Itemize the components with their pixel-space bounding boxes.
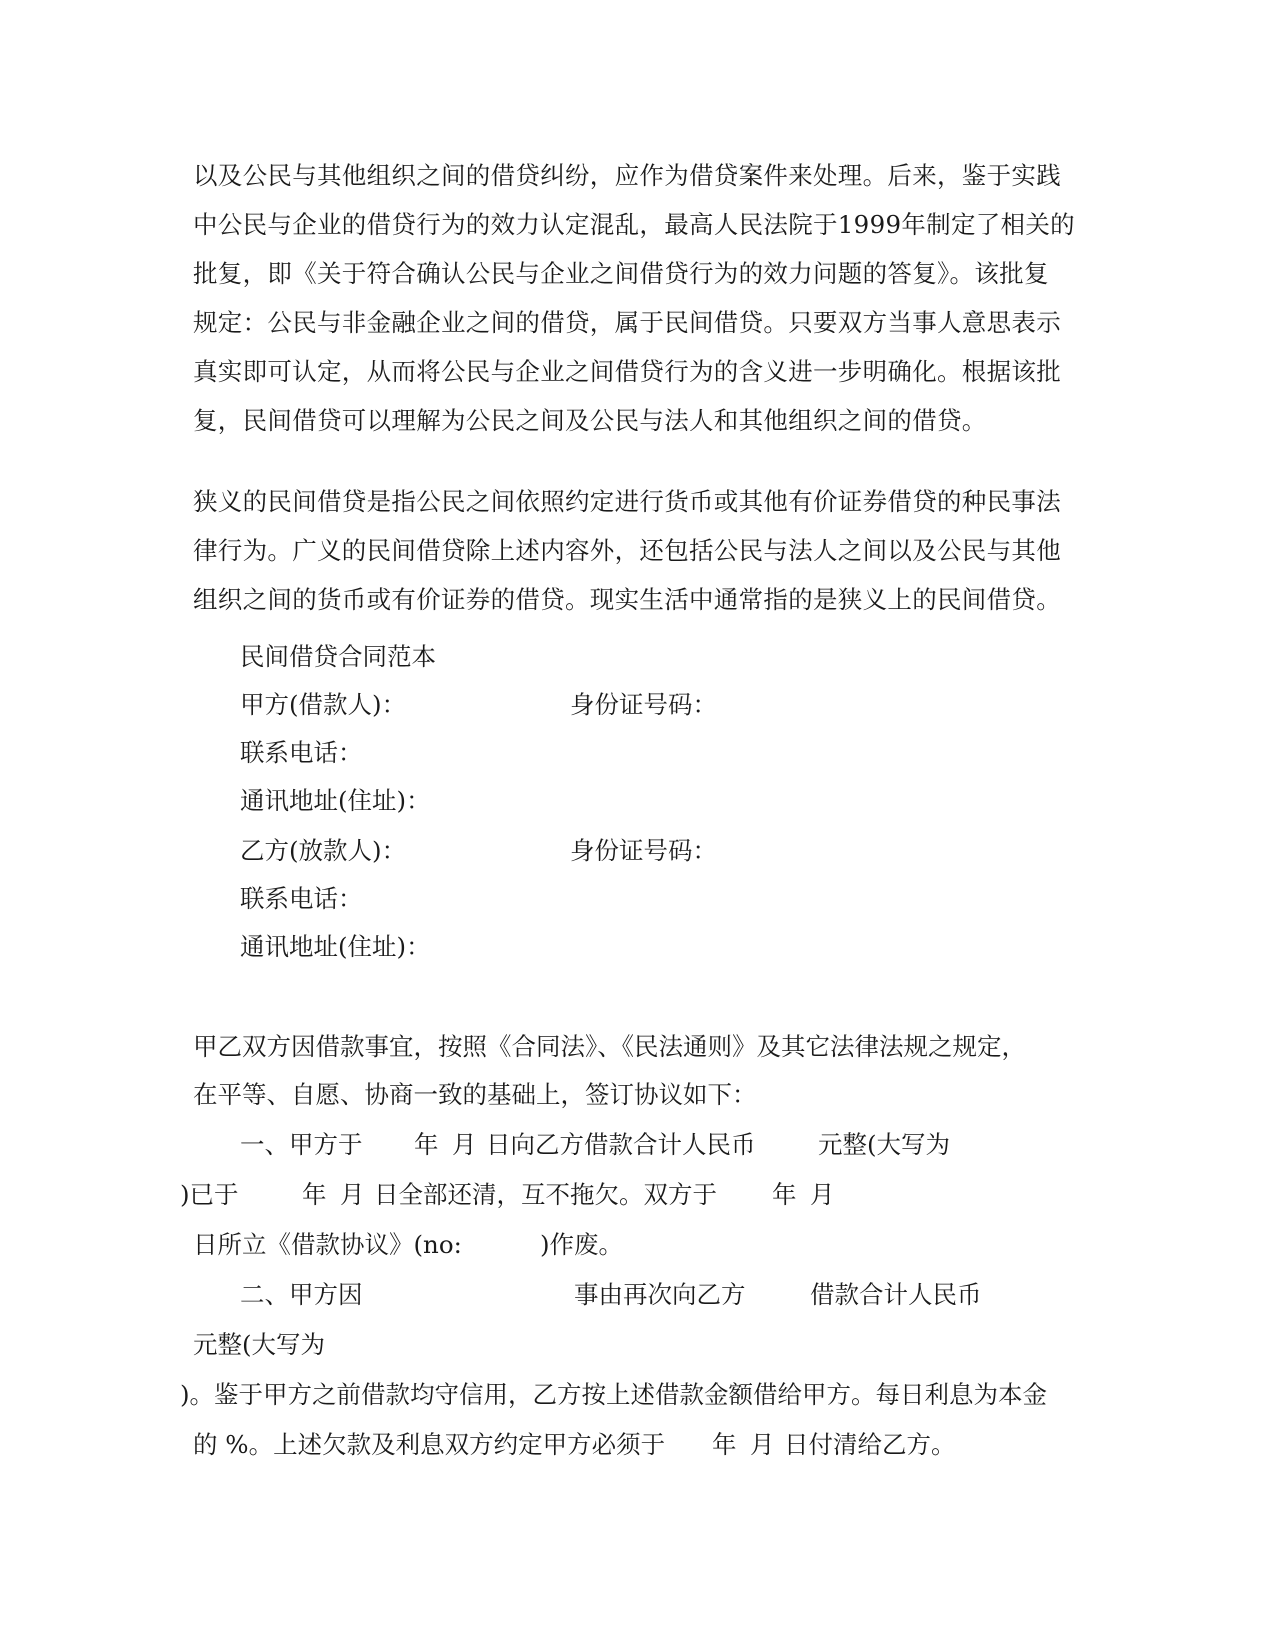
contract-title: 民间借贷合同范本 (240, 642, 436, 671)
party-b-id-label: 身份证号码： (570, 836, 717, 865)
party-a-address-label: 通讯地址(住址)： (240, 786, 431, 815)
clause-1: 年 (772, 1180, 797, 1209)
clause-1: 日所立《借款协议》(no: (193, 1230, 462, 1259)
clause-1: 月 (452, 1130, 477, 1159)
paragraph-background (193, 151, 1083, 445)
paragraph-line: 组织之间的货币或有价证券的借贷。现实生活中通常指的是狭义上的民间借贷。 (193, 585, 1061, 614)
clause-1: 月 (340, 1180, 365, 1209)
paragraph-line: 律行为。广义的民间借贷除上述内容外，还包括公民与法人之间以及公民与其他 (193, 536, 1061, 565)
party-b-label: 乙方(放款人)： (240, 836, 407, 865)
clause-2: 月 (750, 1430, 775, 1459)
clause-1: )已于 (180, 1180, 239, 1209)
party-a-phone-label: 联系电话： (240, 738, 363, 767)
party-a-label: 甲方(借款人)： (240, 690, 407, 719)
clause-1: 年 (302, 1180, 327, 1209)
paragraph-line: 狭义的民间借贷是指公民之间依照约定进行货币或其他有价证券借贷的种民事法 (193, 487, 1061, 516)
clause-2: 元整(大写为 (193, 1330, 326, 1359)
party-b-phone-label: 联系电话： (240, 884, 363, 913)
clause-2: )。鉴于甲方之前借款均守信用，乙方按上述借款金额借给甲方。每日利息为本金 (180, 1380, 1048, 1409)
paragraph-line: 真实即可认定，从而将公民与企业之间借贷行为的含义进一步明确化。根据该批 (193, 357, 1061, 386)
clause-1: 日向乙方借款合计人民币 (486, 1130, 756, 1159)
clause-1: 年 (414, 1130, 439, 1159)
clause-1: 一、甲方于 (240, 1130, 363, 1159)
paragraph-line: 中公民与企业的借贷行为的效力认定混乱，最高人民法院于1999年制定了相关的 (193, 210, 1075, 239)
clause-2: 二、甲方因 (240, 1280, 363, 1309)
paragraph-line: 批复，即《关于符合确认公民与企业之间借贷行为的效力问题的答复》。该批复 (193, 259, 1049, 288)
clause-2: 年 (712, 1430, 737, 1459)
party-b-address-label: 通讯地址(住址)： (240, 932, 431, 961)
paragraph-line: 复，民间借贷可以理解为公民之间及公民与法人和其他组织之间的借贷。 (193, 406, 987, 435)
clause-2: 的 %。上述欠款及利息双方约定甲方必须于 (193, 1430, 666, 1459)
clause-2: 事由再次向乙方 (574, 1280, 746, 1309)
paragraph-line: 以及公民与其他组织之间的借贷纠纷，应作为借贷案件来处理。后来，鉴于实践 (193, 161, 1061, 190)
clause-2: 借款合计人民币 (810, 1280, 982, 1309)
agreement-intro: 在平等、自愿、协商一致的基础上，签订协议如下： (193, 1080, 757, 1109)
agreement-intro: 甲乙双方因借款事宜，按照《合同法》、《民法通则》及其它法律法规之规定， (193, 1032, 1026, 1061)
paragraph-definition (193, 477, 1083, 624)
clause-1: )作废。 (540, 1230, 624, 1259)
paragraph-line: 规定：公民与非金融企业之间的借贷，属于民间借贷。只要双方当事人意思表示 (193, 308, 1061, 337)
clause-1: 月 (810, 1180, 835, 1209)
clause-1: 元整(大写为 (818, 1130, 951, 1159)
party-a-id-label: 身份证号码： (570, 690, 717, 719)
clause-1: 日全部还清，互不拖欠。双方于 (374, 1180, 717, 1209)
clause-2: 日付清给乙方。 (784, 1430, 956, 1459)
